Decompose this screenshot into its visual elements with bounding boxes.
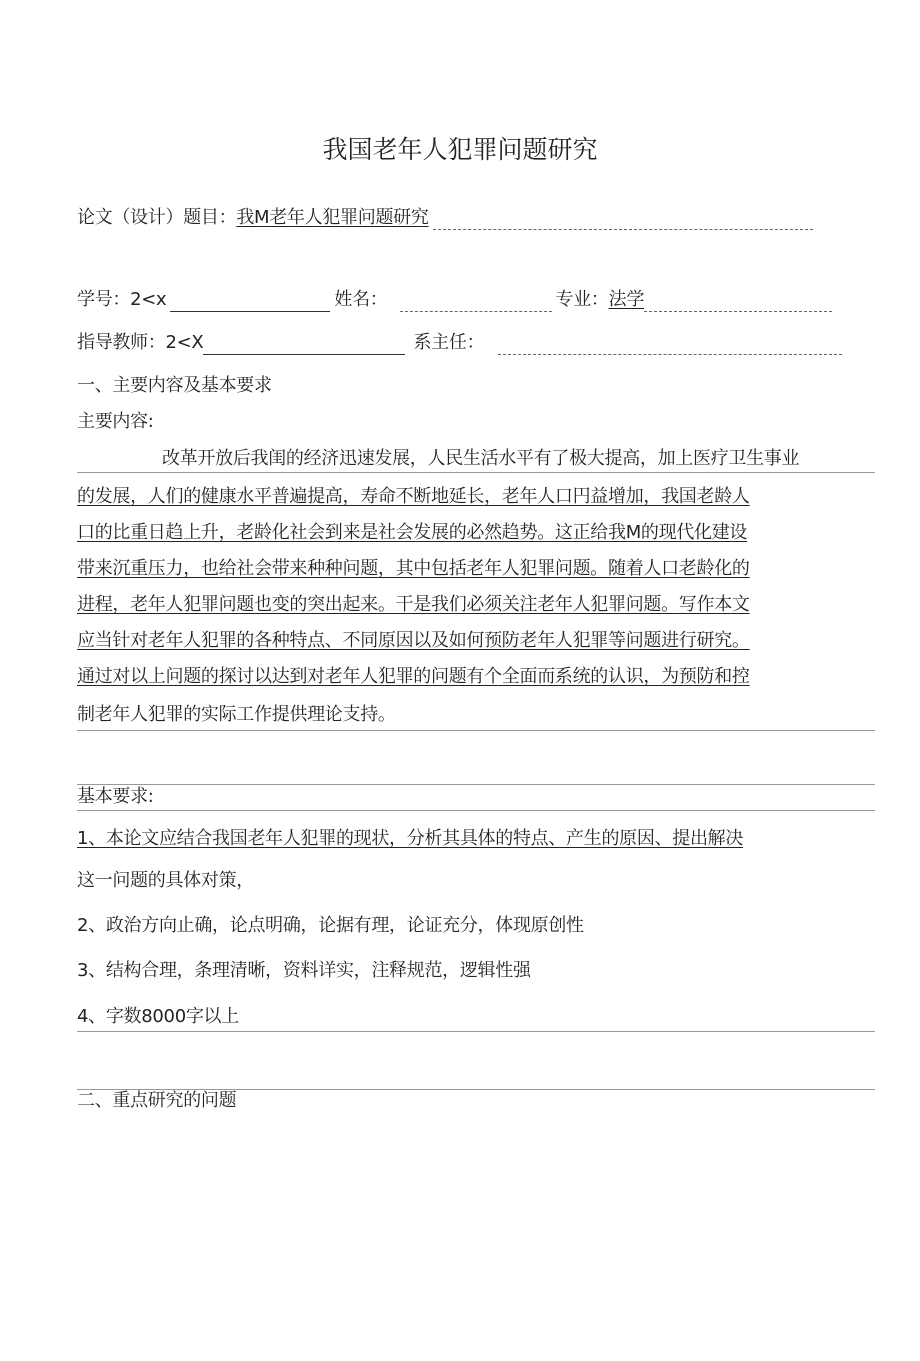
- paragraph-line: 制老年人犯罪的实际工作提供理论支持。: [77, 704, 396, 725]
- document-title: 我国老年人犯罪问题研究: [322, 135, 598, 164]
- section2-heading: 二、重点研究的问题: [77, 1090, 237, 1111]
- thesis-topic-row: [77, 206, 817, 230]
- thesis-topic-blank: [433, 211, 813, 230]
- dept-head-label: 系主任：: [413, 332, 485, 353]
- advisor-value: 2<X: [165, 332, 204, 353]
- paragraph-line: 带来沉重压力，也给社会带来种种问题，其中包括老年人犯罪问题。随着人口老龄化的: [77, 558, 750, 579]
- student-id-value: 2<x: [130, 289, 167, 310]
- thesis-topic-value: 我M老年人犯罪问题研究: [236, 207, 429, 228]
- major-blank: [644, 293, 832, 312]
- requirement-item: 这一问题的具体对策，: [77, 870, 254, 891]
- paragraph-line: 进程，老年人犯罪问题也变的突出起来。干是我们必须关注老年人犯罪问题。写作本文: [77, 594, 750, 615]
- section1-heading: 一、主要内容及基本要求: [77, 375, 272, 396]
- student-id-blank: [170, 293, 330, 312]
- paragraph-line: 应当针对老年人犯罪的各种特点、不同原因以及如何预防老年人犯罪等问题进行研究。: [77, 630, 750, 651]
- divider: [77, 472, 875, 473]
- divider: [77, 730, 875, 731]
- advisor-blank: [203, 336, 405, 355]
- requirement-item: 2、政治方向止确，论点明确，论据有理，论证充分，体现原创性: [77, 915, 584, 936]
- name-blank: [400, 293, 552, 312]
- advisor-label: 指导教师：: [77, 332, 166, 353]
- paragraph-line: 改革开放后我闺的经济迅速发展，人民生活水平有了极大提高，加上医疗卫生事业: [162, 448, 800, 469]
- paragraph-line: 的发展，人们的健康水平普遍提高，寿命不断地延长，老年人口円益增加，我国老龄人: [77, 486, 750, 507]
- paragraph-line: 通过对以上问题的探讨以达到对老年人犯罪的问题有个全面而系统的认识，为预防和控: [77, 666, 750, 687]
- student-id-label: 学号：: [77, 289, 131, 310]
- dept-head-blank: [498, 336, 842, 355]
- name-label: 姓名：: [334, 289, 388, 310]
- major-value: 法学: [608, 289, 645, 310]
- main-content-label: 主要内容:: [77, 411, 154, 432]
- divider: [77, 1031, 875, 1032]
- divider: [77, 784, 875, 785]
- paragraph-line: 口的比重日趋上升，老龄化社会到来是社会发展的必然趋势。这正给我M的现代化建设: [77, 522, 748, 543]
- major-label: 专业：: [555, 289, 609, 310]
- requirements-label: 基本要求:: [77, 786, 154, 807]
- requirement-item: 1、本论文应结合我国老年人犯罪的现状，分析其具体的特点、产生的原因、提出解决: [77, 828, 744, 849]
- advisor-row: [77, 331, 846, 355]
- thesis-topic-label: 论文（设计）题目：: [77, 207, 237, 228]
- requirement-item: 4、字数8000字以上: [77, 1006, 239, 1027]
- divider: [77, 810, 875, 811]
- student-row: [77, 288, 836, 312]
- requirement-item: 3、结构合理，条理清晰，资料详实，注释规范，逻辑性强: [77, 960, 531, 981]
